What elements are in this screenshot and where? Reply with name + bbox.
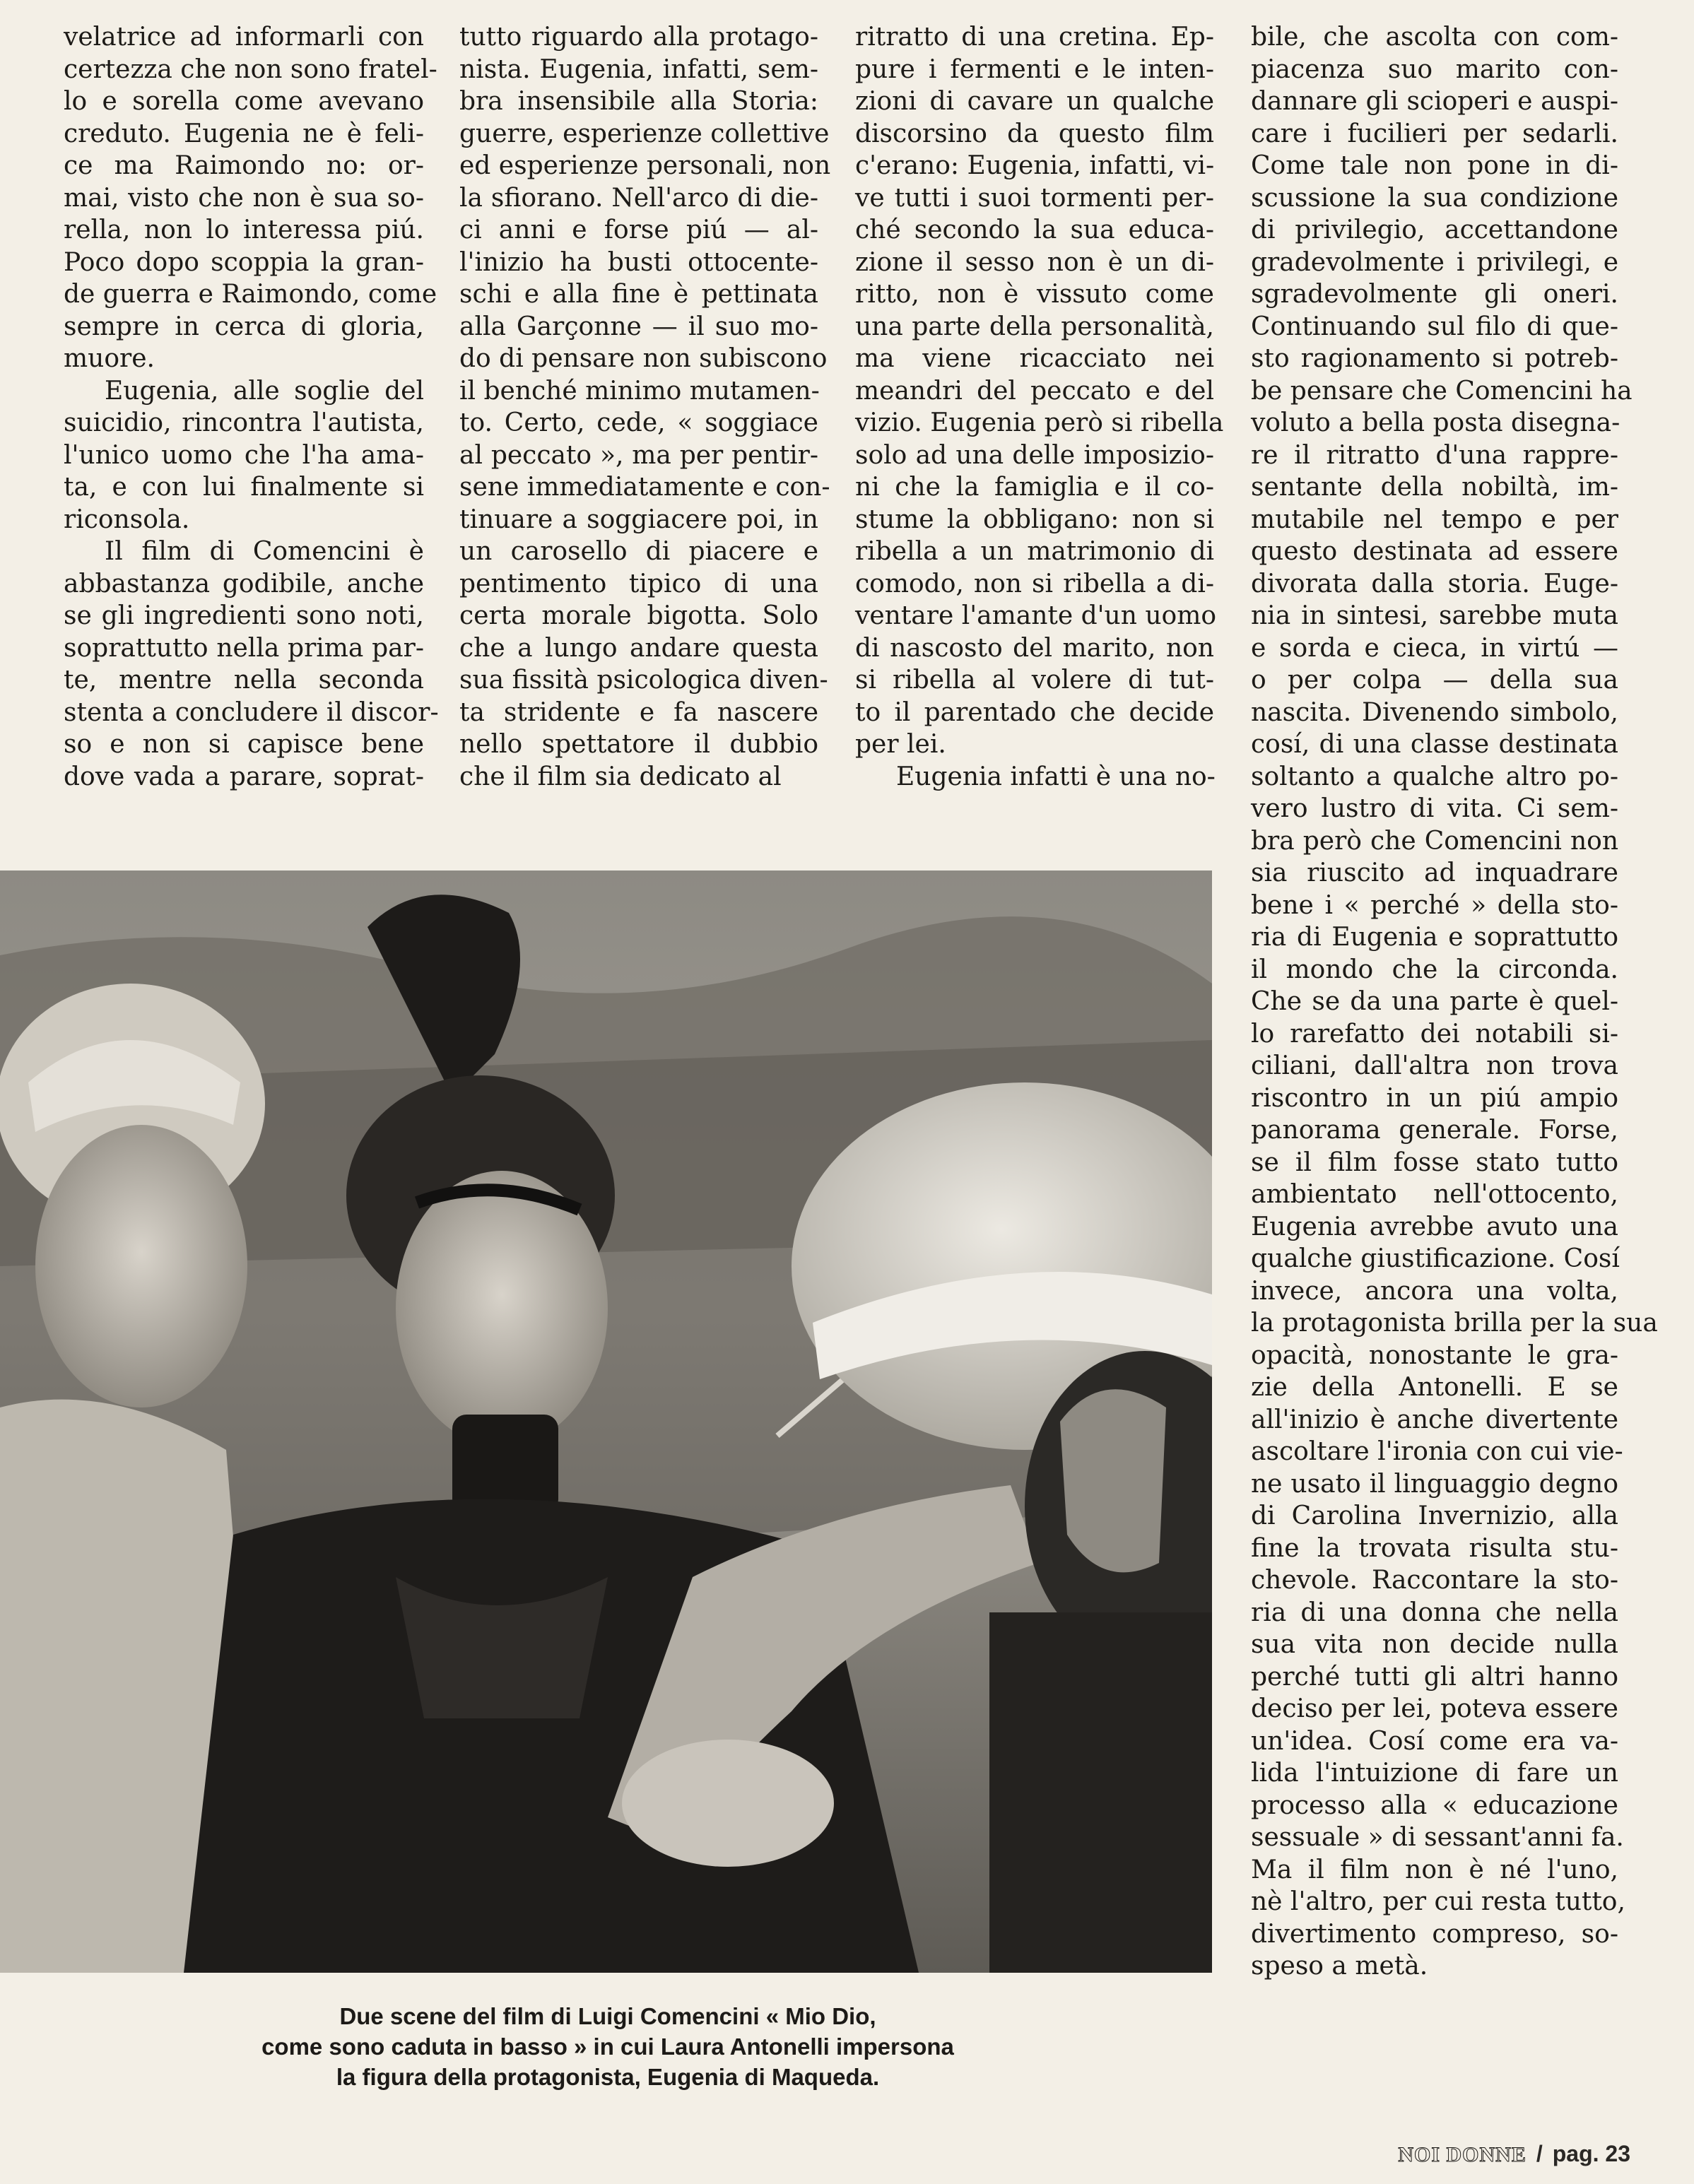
article-line: nista. Eugenia, infatti, sem-	[459, 54, 818, 84]
article-line: to il parentado che decide	[855, 697, 1214, 727]
article-line: vero lustro di vita. Ci sem-	[1251, 794, 1618, 823]
article-paragraph	[459, 21, 831, 793]
article-line: di nascosto del marito, non	[855, 633, 1214, 663]
article-line: sentante della nobiltà, im-	[1251, 473, 1618, 502]
article-line: nia in sintesi, sarebbe muta	[1251, 601, 1618, 630]
article-line: velatrice ad informarli con	[64, 23, 424, 52]
article-line: sia riuscito ad inquadrare	[1251, 858, 1618, 887]
article-line: cosí, di una classe destinata	[1251, 730, 1618, 759]
article-paragraph	[855, 761, 1214, 793]
article-line: ciliani, dall'altra non trova	[1251, 1051, 1618, 1080]
text-column-4	[1251, 21, 1658, 1983]
article-line: ed esperienze personali, non	[459, 151, 831, 180]
article-line: la sfiorano. Nell'arco di die-	[459, 183, 818, 213]
article-paragraph	[1251, 21, 1658, 1983]
article-line: processo alla « educazione	[1251, 1790, 1618, 1820]
article-line: un'idea. Cosí come era va-	[1251, 1726, 1618, 1756]
caption-line-3: la figura della protagonista, Eugenia di Maqueda.	[336, 2064, 880, 2090]
article-line: bra però che Comencini non	[1251, 826, 1618, 856]
photo-caption	[163, 2001, 1053, 2092]
article-line: alla Garçonne — il suo mo-	[459, 312, 818, 341]
article-line: Il film di Comencini è	[105, 537, 424, 566]
article-line: lo e sorella come avevano	[64, 87, 424, 116]
article-line: zione il sesso non è un di-	[855, 247, 1214, 277]
article-line: zioni di cavare un qualche	[855, 87, 1214, 116]
article-line: sempre in cerca di gloria,	[64, 312, 424, 341]
article-line: do di pensare non subiscono	[459, 344, 828, 373]
article-line: discorsino da questo film	[855, 119, 1214, 148]
article-line: all'inizio è anche divertente	[1251, 1405, 1618, 1434]
article-line: che il film sia dedicato al	[459, 762, 782, 791]
article-paragraph	[64, 21, 437, 375]
article-line: so e non si capisce bene	[64, 730, 424, 759]
article-paragraph	[64, 536, 439, 793]
article-line: ria di Eugenia e soprattutto	[1251, 923, 1618, 952]
article-line: ta, e con lui finalmente si	[64, 473, 424, 502]
article-line: bile, che ascolta con com-	[1251, 23, 1618, 52]
article-line: nello spettatore il dubbio	[459, 730, 818, 759]
article-line: Eugenia avrebbe avuto una	[1251, 1212, 1618, 1241]
article-line: una parte della personalità,	[855, 312, 1214, 341]
text-column-1	[64, 21, 439, 793]
article-line: nascita. Divenendo simbolo,	[1251, 697, 1618, 727]
article-line: dove vada a parare, soprat-	[64, 762, 424, 791]
article-line: ritratto di una cretina. Ep-	[855, 23, 1214, 52]
article-line: ascoltare l'ironia con cui vie-	[1251, 1437, 1623, 1466]
article-line: dannare gli scioperi e auspi-	[1251, 87, 1618, 116]
article-paragraph	[855, 21, 1224, 761]
article-line: ritto, non è vissuto come	[855, 280, 1214, 309]
article-line: te, mentre nella seconda	[64, 666, 424, 695]
article-line: deciso per lei, poteva essere	[1251, 1694, 1618, 1723]
article-line: abbastanza godibile, anche	[64, 569, 424, 598]
article-line: e sorda e cieca, in virtú —	[1251, 633, 1618, 663]
article-line: che a lungo andare questa	[459, 633, 818, 663]
article-line: fine la trovata risulta stu-	[1251, 1533, 1618, 1563]
article-line: scussione la sua condizione	[1251, 183, 1618, 213]
article-line: soltanto a qualche altro po-	[1251, 762, 1618, 791]
article-line: tutto riguardo alla protago-	[459, 23, 818, 52]
article-line: Eugenia infatti è una no-	[896, 762, 1216, 791]
caption-line-1: Due scene del film di Luigi Comencini « Mio Dio,	[339, 2003, 876, 2029]
article-line: de guerra e Raimondo, come	[64, 280, 437, 309]
article-line: di privilegio, accettandone	[1251, 216, 1618, 244]
article-line: c'erano: Eugenia, infatti, vi-	[855, 151, 1215, 180]
article-line: ci anni e forse piú — al-	[459, 216, 818, 244]
article-line: perché tutti gli altri hanno	[1251, 1662, 1618, 1692]
article-line: opacità, nonostante le gra-	[1251, 1340, 1618, 1370]
article-line: la protagonista brilla per la sua	[1251, 1309, 1658, 1338]
article-line: Che se da una parte è quel-	[1251, 987, 1618, 1016]
magazine-logo: NOI DONNE	[1398, 2143, 1527, 2166]
article-line: lo rarefatto dei notabili si-	[1251, 1019, 1618, 1049]
article-line: soprattutto nella prima par-	[64, 633, 424, 663]
article-line: al peccato », ma per pentir-	[459, 440, 818, 470]
text-column-3	[855, 21, 1224, 793]
article-line: to. Certo, cede, « soggiace	[459, 408, 818, 437]
article-line: invece, ancora una volta,	[1251, 1276, 1618, 1306]
article-line: certezza che non sono fratel-	[64, 54, 437, 84]
text-column-2	[459, 21, 831, 793]
page-footer	[1398, 2141, 1630, 2167]
article-line: sto ragionamento si potreb-	[1251, 344, 1618, 373]
article-line: Come tale non pone in di-	[1251, 151, 1618, 180]
article-line: tinuare a soggiacere poi, in	[459, 504, 818, 534]
article-line: piacenza suo marito con-	[1251, 54, 1618, 84]
article-line: ma viene ricacciato nei	[855, 344, 1214, 373]
article-line: riconsola.	[64, 504, 190, 534]
article-line: l'inizio ha busti ottocente-	[459, 247, 818, 277]
article-paragraph	[64, 375, 424, 536]
article-line: solo ad una delle imposizio-	[855, 440, 1214, 470]
article-line: Continuando sul filo di que-	[1251, 312, 1618, 341]
article-line: questo destinata ad essere	[1251, 537, 1618, 566]
film-still-photo	[0, 870, 1212, 1973]
article-line: nè l'altro, per cui resta tutto,	[1251, 1887, 1625, 1916]
article-line: per lei.	[855, 730, 946, 759]
page-number: pag. 23	[1552, 2141, 1630, 2166]
article-line: suicidio, rincontra l'autista,	[64, 408, 424, 437]
article-line: ta stridente e fa nascere	[459, 697, 818, 727]
article-line: Ma il film non è né l'uno,	[1251, 1855, 1618, 1884]
article-line: ne usato il linguaggio degno	[1251, 1469, 1618, 1499]
article-line: mutabile nel tempo e per	[1251, 504, 1618, 534]
footer-separator: /	[1536, 2141, 1543, 2166]
article-line: certa morale bigotta. Solo	[459, 601, 818, 630]
article-line: sessuale » di sessant'anni fa.	[1251, 1823, 1624, 1852]
article-line: ventare l'amante d'un uomo	[855, 601, 1217, 630]
article-line: ni che la famiglia e il co-	[855, 473, 1214, 502]
article-line: sgradevolmente gli oneri.	[1251, 280, 1618, 309]
article-line: un carosello di piacere e	[459, 537, 818, 566]
article-line: stume la obbligano: non si	[855, 504, 1214, 534]
article-line: Poco dopo scoppia la gran-	[64, 247, 424, 277]
article-line: panorama generale. Forse,	[1251, 1116, 1618, 1145]
article-line: sene immediatamente e con-	[459, 473, 830, 502]
article-line: divertimento compreso, so-	[1251, 1919, 1618, 1949]
article-line: creduto. Eugenia ne è feli-	[64, 119, 424, 148]
article-line: be pensare che Comencini ha	[1251, 376, 1633, 406]
article-line: lida l'intuizione di fare un	[1251, 1759, 1618, 1788]
article-line: se il film fosse stato tutto	[1251, 1147, 1618, 1177]
article-line: mai, visto che non è sua so-	[64, 183, 424, 213]
article-line: di Carolina Invernizio, alla	[1251, 1501, 1618, 1530]
article-line: ribella a un matrimonio di	[855, 537, 1214, 566]
article-line: guerre, esperienze collettive	[459, 119, 830, 148]
article-line: l'unico uomo che l'ha ama-	[64, 440, 424, 470]
article-line: ambientato nell'ottocento,	[1251, 1180, 1618, 1209]
article-line: pure i fermenti e le inten-	[855, 54, 1214, 84]
article-line: re il ritratto d'una rappre-	[1251, 440, 1618, 470]
article-line: meandri del peccato e del	[855, 376, 1214, 406]
article-line: ria di una donna che nella	[1251, 1598, 1618, 1627]
article-line: gradevolmente i privilegi, e	[1251, 247, 1618, 277]
article-line: sua fissità psicologica diven-	[459, 666, 828, 695]
caption-line-2: come sono caduta in basso » in cui Laura Antonelli impersona	[261, 2034, 954, 2060]
article-line: sua vita non decide nulla	[1251, 1630, 1618, 1659]
article-line: bene i « perché » della sto-	[1251, 890, 1618, 920]
article-line: care i fucilieri per sedarli.	[1251, 119, 1618, 148]
article-line: riscontro in un piú ampio	[1251, 1083, 1618, 1113]
article-line: comodo, non si ribella a di-	[855, 569, 1214, 598]
article-line: rella, non lo interessa piú.	[64, 216, 424, 244]
article-line: pentimento tipico di una	[459, 569, 818, 598]
article-line: si ribella al volere di tut-	[855, 666, 1214, 695]
article-line: o per colpa — della sua	[1251, 666, 1618, 695]
article-line: stenta a concludere il discor-	[64, 697, 439, 727]
article-line: se gli ingredienti sono noti,	[64, 601, 424, 630]
article-line: il benché minimo mutamen-	[459, 376, 820, 406]
article-line: voluto a bella posta disegna-	[1251, 408, 1621, 437]
article-line: qualche giustificazione. Cosí	[1251, 1244, 1620, 1273]
article-line: bra insensibile alla Storia:	[459, 87, 818, 116]
article-line: chevole. Raccontare la sto-	[1251, 1566, 1618, 1595]
article-line: Eugenia, alle soglie del	[105, 376, 424, 406]
article-line: il mondo che la circonda.	[1251, 955, 1618, 984]
article-line: vizio. Eugenia però si ribella	[855, 408, 1224, 437]
article-line: ce ma Raimondo no: or-	[64, 151, 424, 180]
article-line: muore.	[64, 344, 155, 373]
article-line: speso a metà.	[1251, 1952, 1428, 1981]
article-line: ve tutti i suoi tormenti per-	[855, 183, 1214, 213]
article-line: ché secondo la sua educa-	[855, 216, 1214, 244]
article-line: divorata dalla storia. Euge-	[1251, 569, 1618, 598]
article-line: zie della Antonelli. E se	[1251, 1373, 1618, 1402]
film-still-illustration	[0, 870, 1212, 1973]
article-line: schi e alla fine è pettinata	[459, 280, 818, 309]
